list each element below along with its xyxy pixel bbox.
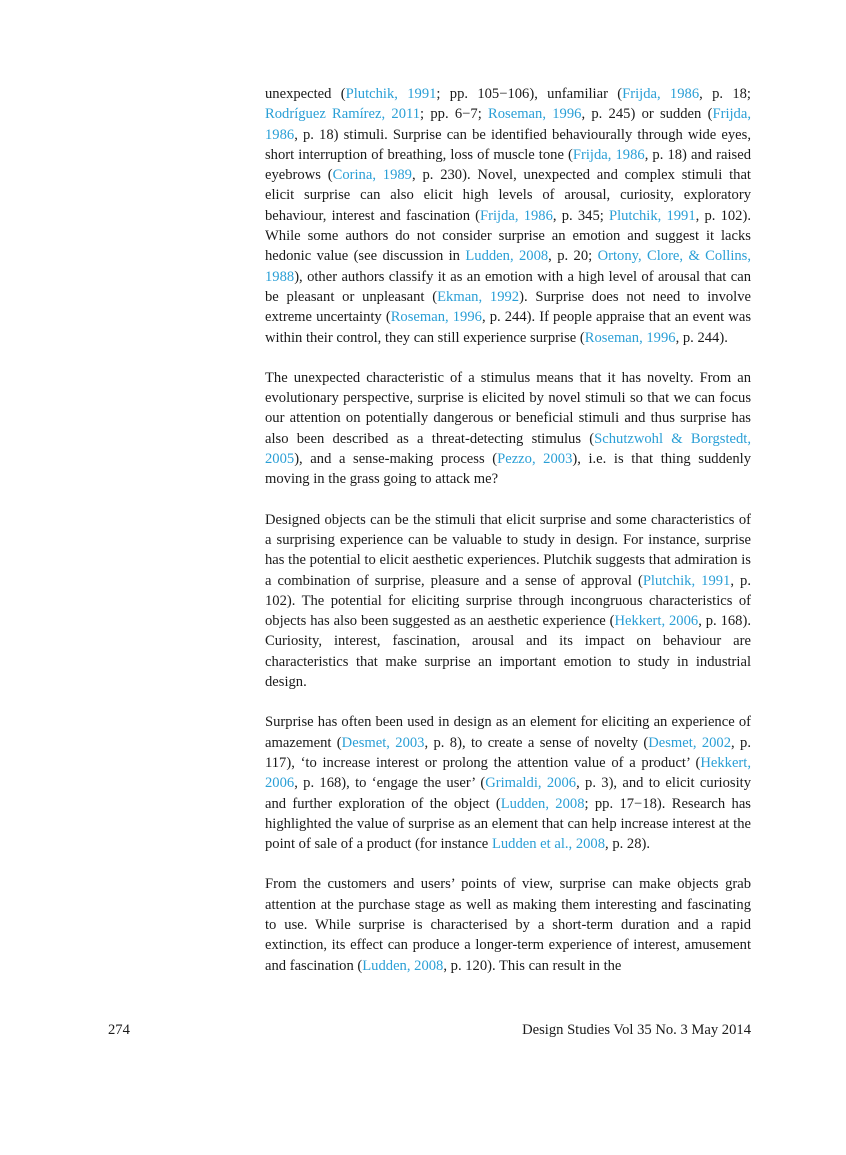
paragraph: unexpected (Plutchik, 1991; pp. 105−106), unfamiliar (Frijda, 1986, p. 18; Rodríguez Ramírez, 2011; pp. 6−7; Roseman, 1996, p. 245) or sudden (Frijda, 1986, p. 18) stimuli. Surprise can be identified behaviourally through wide eyes, short interruption of breathing, loss of muscle tone (Frijda, 1986, p. 18) and raised eyebrows (Corina, 1989, p. 230). Novel, unexpected and complex stimuli that elicit surprise can also elicit high levels of arousal, curiosity, exploratory behaviour, interest and fascination (Frijda, 1986, p. 345; Plutchik, 1991, p. 102). While some authors do not consider surprise an emotion and suggest it lacks hedonic value (see discussion in Ludden, 2008, p. 20; Ortony, Clore, & Collins, 1988), other authors classify it as an emotion with a high level of arousal that can be pleasant or unpleasant (Ekman, 1992). Surprise does not need to involve extreme uncertainty (Roseman, 1996, p. 244). If people appraise that an event was within their control, they can still experience surprise (Roseman, 1996, p. 244). (265, 86, 751, 346)
paragraph: Surprise has often been used in design as an element for eliciting an experience of amazement (Desmet, 2003, p. 8), to create a sense of novelty (Desmet, 2002, p. 117), ‘to increase interest or prolong the attention value of a product’ (Hekkert, 2006, p. 168), to ‘engage the user’ (Grimaldi, 2006, p. 3), and to elicit curiosity and further exploration of the object (Ludden, 2008; pp. 17−18). Research has highlighted the value of surprise as an element that can help increase interest at the point of sale of a product (for instance Ludden et al., 2008, p. 28). (265, 714, 751, 853)
citation-link[interactable]: Pezzo, 2003 (497, 451, 573, 468)
body-text (265, 84, 751, 996)
citation-link[interactable]: Desmet, 2003 (341, 734, 425, 751)
paragraph: From the customers and users’ points of view, surprise can make objects grab attention at the purchase stage as well as making them interesting and fascinating to use. While surprise is characterised by a short-term duration and a rapid extinction, its effect can produce a longer-term experience of interest, amusement and fascination (Ludden, 2008, p. 120). This can result in the (265, 876, 751, 974)
paragraph: The unexpected characteristic of a stimulus means that it has novelty. From an evolutionary perspective, surprise is elicited by novel stimuli so that we can focus our attention on potentially dangerous or beneficial stimuli and thus surprise has also been described as a threat-detecting stimulus (Schutzwohl & Borgstedt, 2005), and a sense-making process (Pezzo, 2003), i.e. is that thing suddenly moving in the grass going to attack me? (265, 369, 751, 488)
citation-link[interactable]: Frijda, 1986 (480, 207, 553, 224)
citation-link[interactable]: Plutchik, 1991 (345, 86, 437, 102)
citation-link[interactable]: Desmet, 2002 (648, 734, 732, 751)
citation-link[interactable]: Roseman, 1996 (584, 329, 676, 346)
paragraph: Designed objects can be the stimuli that elicit surprise and some characteristics of a surprising experience can be valuable to study in design. For instance, surprise has the potential to elicit aesthetic experiences. Plutchik suggests that admiration is a combination of surprise, pleasure and a sense of approval (Plutchik, 1991, p. 102). The potential for eliciting surprise through incongruous characteristics of objects has also been suggested as an aesthetic experience (Hekkert, 2006, p. 168). Curiosity, interest, fascination, arousal and its impact on behaviour are characteristics that make surprise an important emotion to study in industrial design. (265, 511, 752, 691)
citation-link[interactable]: Grimaldi, 2006 (485, 775, 577, 792)
citation-link[interactable]: Ortony, Clore, & Collins, 1988 (265, 248, 751, 285)
citation-link[interactable]: Plutchik, 1991 (642, 572, 731, 589)
citation-link[interactable]: Ludden, 2008 (465, 248, 549, 265)
page-number: 274 (108, 1022, 130, 1038)
citation-link[interactable]: Rodríguez Ramírez, 2011 (265, 106, 421, 123)
citation-link[interactable]: Roseman, 1996 (488, 106, 582, 123)
citation-link[interactable]: Plutchik, 1991 (608, 207, 696, 224)
citation-link[interactable]: Hekkert, 2006 (614, 613, 699, 630)
citation-link[interactable]: Schutzwohl & Borgstedt, 2005 (265, 430, 751, 468)
citation-link[interactable]: Ludden, 2008 (362, 957, 444, 974)
citation-link[interactable]: Ludden, 2008 (500, 795, 585, 812)
citation-link[interactable]: Frijda, 1986 (572, 146, 645, 163)
citation-link[interactable]: Roseman, 1996 (390, 309, 482, 326)
citation-link[interactable]: Corina, 1989 (332, 167, 412, 184)
citation-link[interactable]: Ekman, 1992 (437, 288, 520, 305)
journal-info: Design Studies Vol 35 No. 3 May 2014 (522, 1022, 751, 1038)
citation-link[interactable]: Ludden et al., 2008 (491, 836, 606, 853)
citation-link[interactable]: Hekkert, 2006 (265, 754, 751, 792)
citation-link[interactable]: Frijda, 1986 (265, 106, 751, 143)
citation-link[interactable]: Frijda, 1986 (622, 86, 700, 102)
